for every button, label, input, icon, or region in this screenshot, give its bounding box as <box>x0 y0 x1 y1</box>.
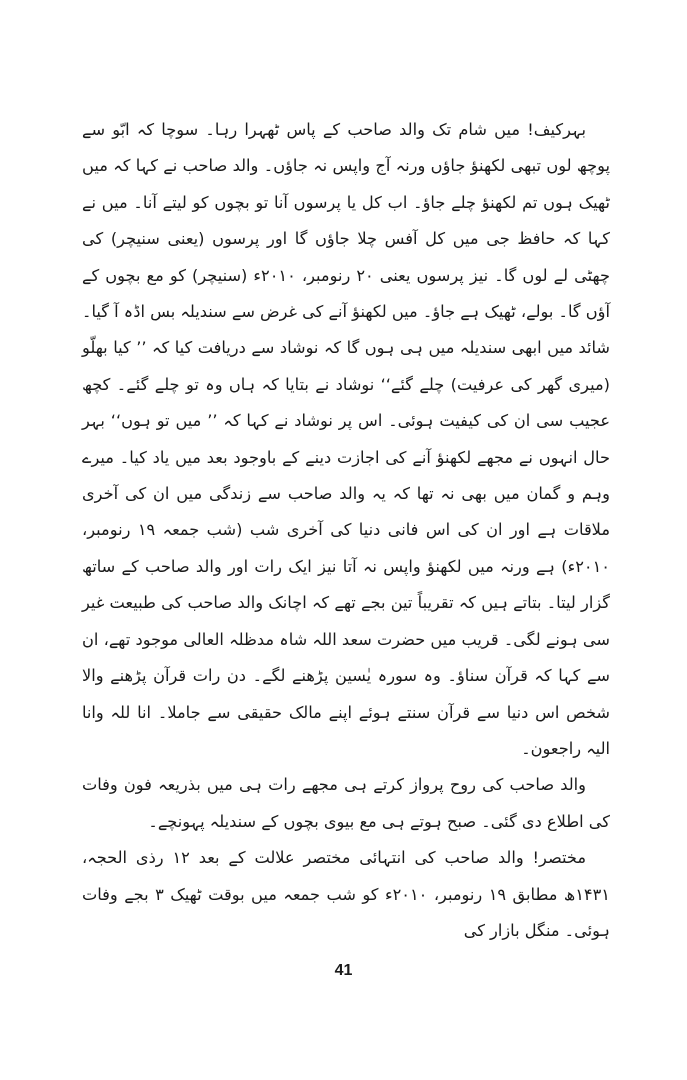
paragraph-1: بہرکیف! میں شام تک والد صاحب کے پاس ٹھہرا رہا۔ سوچا کہ ابّو سے پوچھ لوں تبھی لکھنؤ جاؤں ورنہ آج واپس نہ جاؤں۔ والد صاحب نے کہا کہ میں ٹھیک ہوں تم لکھنؤ چلے جاؤ۔ اب کل یا پرسوں آنا تو بچوں کو لیتے آنا۔ میں نے کہا کہ حافظ جی میں کل آفس چلا جاؤں گا اور پرسوں (یعنی سنیچر) کی چھٹی لے لوں گا۔ نیز پرسوں یعنی ۲۰ رنومبر، ۲۰۱۰ء (سنیچر) کو مع بچوں کے آؤں گا۔ بولے، ٹھیک ہے جاؤ۔ میں لکھنؤ آنے کی غرض سے سندیلہ بس اڈہ آ گیا۔ شائد میں ابھی سندیلہ میں ہی ہوں گا کہ نوشاد سے دریافت کیا کہ ’’ کیا بھلّو (میری گھر کی عرفیت) چلے گئے‘‘ نوشاد نے بتایا کہ ہاں وہ تو چلے گئے۔ کچھ عجیب سی ان کی کیفیت ہوئی۔ اس پر نوشاد نے کہا کہ ’’ میں تو ہوں‘‘ بہر حال انہوں نے مجھے لکھنؤ آنے کی اجازت دینے کے باوجود بعد میں یاد کیا۔ میرے وہم و گمان میں بھی نہ تھا کہ یہ والد صاحب سے زندگی میں ان کی آخری ملاقات ہے اور ان کی اس فانی دنیا کی آخری شب (شب جمعہ ۱۹ رنومبر، ۲۰۱۰ء) ہے ورنہ میں لکھنؤ واپس نہ آتا نیز ایک رات اور والد صاحب کے ساتھ گزار لیتا۔ بتاتے ہیں کہ تقریباً تین بجے تھے کہ اچانک والد صاحب کی طبیعت غیر سی ہونے لگی۔ قریب میں حضرت سعد اللہ شاہ مدظلہ العالی موجود تھے، ان سے کہا کہ قرآن سناؤ۔ وہ سورہ یٰسین پڑھنے لگے۔ دن رات قرآن پڑھنے والا شخص اس دنیا سے قرآن سنتے ہوئے اپنے مالک حقیقی سے جاملا۔ انا للہ وانا الیہ راجعون۔ <box>81 120 611 758</box>
paragraph-3: مختصر! والد صاحب کی انتہائی مختصر علالت کے بعد ۱۲ رذی الحجہ، ۱۴۳۱ھ مطابق ۱۹ رنومبر، ۲۰۱۰ء کو شب جمعہ میں بوقت ٹھیک ۳ بجے وفات ہوئی۔ منگل بازار کی <box>82 848 610 940</box>
page-body-text <box>82 112 610 949</box>
page-number: 41 <box>334 962 353 979</box>
paragraph-2: والد صاحب کی روح پرواز کرتے ہی مجھے رات ہی میں بذریعہ فون وفات کی اطلاع دی گئی۔ صبح ہوتے ہی مع بیوی بچوں کے سندیلہ پہونچے۔ <box>82 775 610 831</box>
